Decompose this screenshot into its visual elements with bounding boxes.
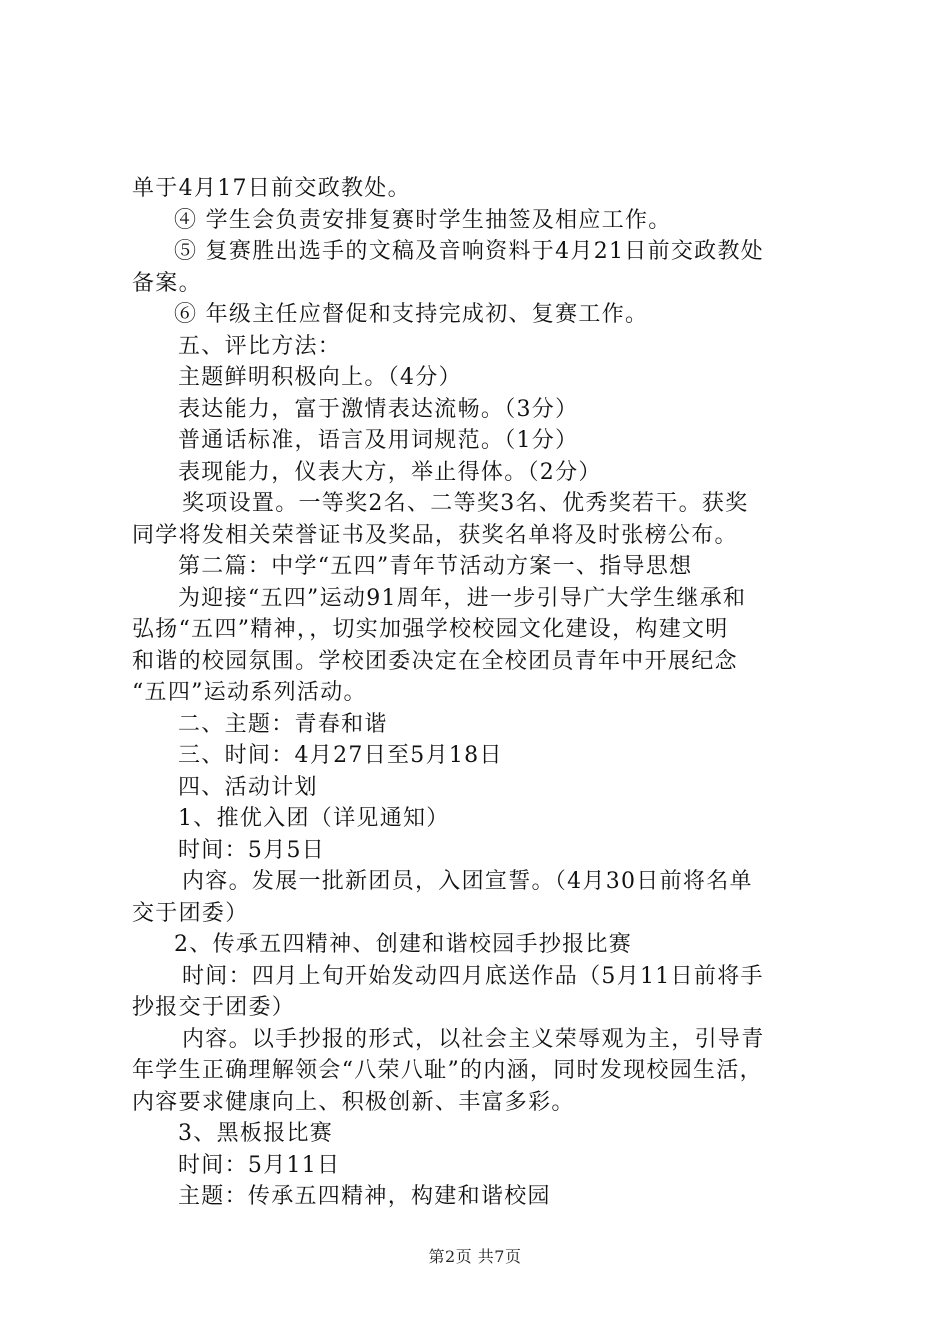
text-line: 单于4月17日前交政教处。 <box>132 176 411 201</box>
text-line: 表现能力，仪表大方，举止得体。（2分） <box>178 459 602 485</box>
text-line: 年学生正确理解领会“八荣八耻”的内涵，同时发现校园生活， <box>132 1058 763 1083</box>
text-line: 时间：5月5日 <box>178 837 326 863</box>
section-heading: 第二篇：中学“五四”青年节活动方案一、指导思想 <box>178 554 693 579</box>
section-heading: 五、评比方法： <box>178 333 342 359</box>
text-line: 主题：传承五四精神，构建和谐校园 <box>178 1184 551 1209</box>
text-line: 内容。以手抄报的形式，以社会主义荣辱观为主，引导青 <box>182 1026 765 1052</box>
text-line: 为迎接“五四”运动91周年，进一步引导广大学生继承和 <box>178 585 747 611</box>
document-body <box>132 173 832 1213</box>
text-line: 主题鲜明积极向上。（4分） <box>178 365 462 390</box>
text-line: 表达能力，富于激情表达流畅。（3分） <box>178 396 579 422</box>
text-line: 交于团委） <box>132 900 249 926</box>
text-line: 内容要求健康向上、积极创新、丰富多彩。 <box>132 1089 575 1115</box>
text-line: 奖项设置。一等奖2名、二等奖3名、优秀奖若干。获奖 <box>182 491 749 516</box>
text-line: 普通话标准，语言及用词规范。（1分） <box>178 428 579 453</box>
text-line: “五四”运动系列活动。 <box>132 680 367 705</box>
section-heading: 二、主题：青春和谐 <box>178 711 388 737</box>
section-heading: 四、活动计划 <box>178 774 318 800</box>
text-line: 和谐的校园氛围。学校团委决定在全校团员青年中开展纪念 <box>132 648 738 674</box>
text-line: 弘扬“五四”精神，，切实加强学校校园文化建设，构建文明 <box>132 617 729 642</box>
text-line: 2、传承五四精神、创建和谐校园手抄报比赛 <box>174 932 632 957</box>
text-line: ⑥ 年级主任应督促和支持完成初、复赛工作。 <box>174 302 649 327</box>
text-line: ④ 学生会负责安排复赛时学生抽签及相应工作。 <box>174 207 672 233</box>
text-line: 同学将发相关荣誉证书及奖品，获奖名单将及时张榜公布。 <box>132 522 738 548</box>
text-line: 1、推优入团（详见通知） <box>178 806 450 831</box>
text-line: 备案。 <box>132 270 202 296</box>
text-line: 抄报交于团委） <box>132 995 296 1020</box>
text-line: 3、黑板报比赛 <box>178 1121 334 1146</box>
text-line: 时间：四月上旬开始发动四月底送作品（5月11日前将手 <box>182 963 764 989</box>
text-line: 时间：5月11日 <box>178 1152 341 1178</box>
text-line: ⑤ 复赛胜出选手的文稿及音响资料于4月21日前交政教处 <box>174 239 765 264</box>
section-heading: 三、时间：4月27日至5月18日 <box>178 743 503 768</box>
page-number-footer: 第2页 共7页 <box>428 1247 522 1266</box>
text-line: 内容。发展一批新团员，入团宣誓。（4月30日前将名单 <box>182 869 753 894</box>
